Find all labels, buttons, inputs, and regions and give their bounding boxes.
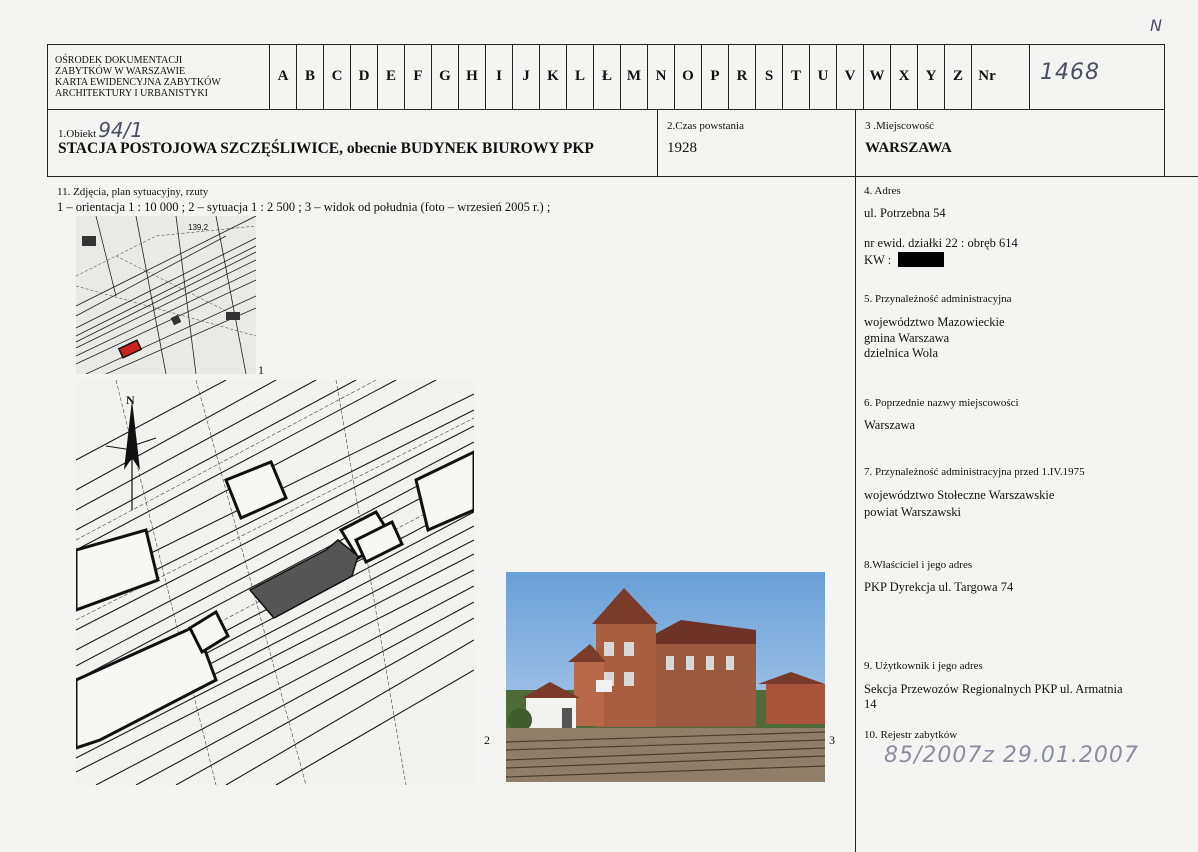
- institution-line: OŚRODEK DOKUMENTACJI: [55, 55, 183, 66]
- adres-label: 4. Adres: [864, 185, 901, 197]
- przynaleznosc-label: 5. Przynależność administracyjna: [864, 293, 1012, 305]
- poprzednie-value: Warszawa: [864, 418, 916, 432]
- header-divider: [47, 109, 1165, 110]
- institution-line: ZABYTKÓW W WARSZAWIE: [55, 66, 186, 77]
- map-small-label: 139,2: [188, 223, 209, 232]
- frame-right-ext: [1164, 176, 1198, 177]
- letter-cell: P: [701, 44, 728, 109]
- col-divider-1: [657, 109, 658, 177]
- letter-cell: N: [647, 44, 674, 109]
- nr-label: Nr: [971, 44, 1002, 109]
- obiekt-label: 1.Obiekt: [58, 128, 97, 140]
- corner-mark: N: [1150, 16, 1162, 35]
- letter-cell: K: [539, 44, 566, 109]
- letter-cell: E: [377, 44, 404, 109]
- fig1-number: 1: [258, 363, 264, 377]
- station-photo-drawing: [506, 572, 825, 782]
- letter-cell: H: [458, 44, 485, 109]
- adres-street: ul. Potrzebna 54: [864, 206, 946, 220]
- orientation-map: [76, 216, 256, 374]
- frame-right-top: [1164, 44, 1165, 177]
- station-photo: [506, 572, 825, 782]
- north-label: N: [126, 393, 135, 407]
- letter-cell: A: [269, 44, 296, 109]
- zdjecia-caption: 1 – orientacja 1 : 10 000 ; 2 – sytuacja 1 : 2 500 ; 3 – widok od południa (foto – wrzesień 2005 r.) ;: [57, 200, 551, 214]
- letter-cell: W: [863, 44, 890, 109]
- letter-cell: I: [485, 44, 512, 109]
- index-letters: [269, 44, 1002, 109]
- nr-value: 1468: [1040, 60, 1100, 85]
- kw-redaction: [898, 252, 944, 267]
- frame-left: [47, 44, 48, 177]
- letter-cell: O: [674, 44, 701, 109]
- letter-cell: T: [782, 44, 809, 109]
- rejestr-value: 85/2007z 29.01.2007: [884, 743, 1139, 768]
- uzytkownik-line: 14: [864, 697, 877, 711]
- obiekt-label-row: [58, 118, 143, 142]
- uzytkownik-label: 9. Użytkownik i jego adres: [864, 660, 983, 672]
- letter-cell: Z: [944, 44, 971, 109]
- nr-divider: [1029, 44, 1030, 110]
- przynaleznosc1975-label: 7. Przynależność administracyjna przed 1.IV.1975: [864, 466, 1085, 478]
- wlasciciel-label: 8.Właściciel i jego adres: [864, 559, 973, 571]
- letter-cell: R: [728, 44, 755, 109]
- situation-map: [76, 380, 474, 785]
- zdjecia-label: 11. Zdjęcia, plan sytuacyjny, rzuty: [57, 186, 209, 198]
- letter-cell: F: [404, 44, 431, 109]
- letter-cell: G: [431, 44, 458, 109]
- letter-cell: Y: [917, 44, 944, 109]
- title-divider: [47, 176, 1165, 177]
- obiekt-number: 94/1: [98, 118, 144, 142]
- przynaleznosc1975-line: województwo Stołeczne Warszawskie: [864, 488, 1055, 502]
- letter-cell: V: [836, 44, 863, 109]
- czas-label: 2.Czas powstania: [667, 120, 744, 132]
- uzytkownik-line: Sekcja Przewozów Regionalnych PKP ul. Armatnia: [864, 682, 1123, 696]
- letter-cell: U: [809, 44, 836, 109]
- letter-cell: D: [350, 44, 377, 109]
- adres-dzialka: nr ewid. działki 22 : obręb 614: [864, 236, 1018, 250]
- north-arrow: [106, 393, 156, 510]
- letter-cell: L: [566, 44, 593, 109]
- poprzednie-label: 6. Poprzednie nazwy miejscowości: [864, 397, 1019, 409]
- institution-block: [55, 55, 221, 99]
- letter-cell: C: [323, 44, 350, 109]
- letter-cell: J: [512, 44, 539, 109]
- letter-cell: M: [620, 44, 647, 109]
- letter-cell: B: [296, 44, 323, 109]
- letter-cell: S: [755, 44, 782, 109]
- letter-cell: Ł: [593, 44, 620, 109]
- fig3-number: 3: [829, 733, 835, 747]
- letter-cell: X: [890, 44, 917, 109]
- przynaleznosc-line: gmina Warszawa: [864, 331, 950, 345]
- building-footprint: [250, 540, 358, 618]
- situation-map-drawing: [76, 380, 474, 785]
- institution-line: ARCHITEKTURY I URBANISTYKI: [55, 88, 208, 99]
- institution-line: KARTA EWIDENCYJNA ZABYTKÓW: [55, 77, 221, 88]
- adres-kw-label: KW :: [864, 253, 892, 267]
- fig2-number: 2: [484, 733, 490, 747]
- przynaleznosc-line: województwo Mazowieckie: [864, 315, 1005, 329]
- orientation-map-drawing: [76, 216, 256, 374]
- przynaleznosc-line: dzielnica Wola: [864, 346, 939, 360]
- przynaleznosc1975-line: powiat Warszawski: [864, 505, 962, 519]
- miejscowosc-label: 3 .Miejscowość: [865, 120, 935, 132]
- obiekt-name: STACJA POSTOJOWA SZCZĘŚLIWICE, obecnie BUDYNEK BIUROWY PKP: [58, 140, 594, 157]
- col-divider-main: [855, 109, 856, 852]
- miejscowosc-value: WARSZAWA: [865, 140, 952, 156]
- rejestr-label: 10. Rejestr zabytków: [864, 729, 958, 741]
- czas-value: 1928: [667, 140, 697, 156]
- wlasciciel-value: PKP Dyrekcja ul. Targowa 74: [864, 580, 1014, 594]
- adres-kw: [864, 252, 944, 268]
